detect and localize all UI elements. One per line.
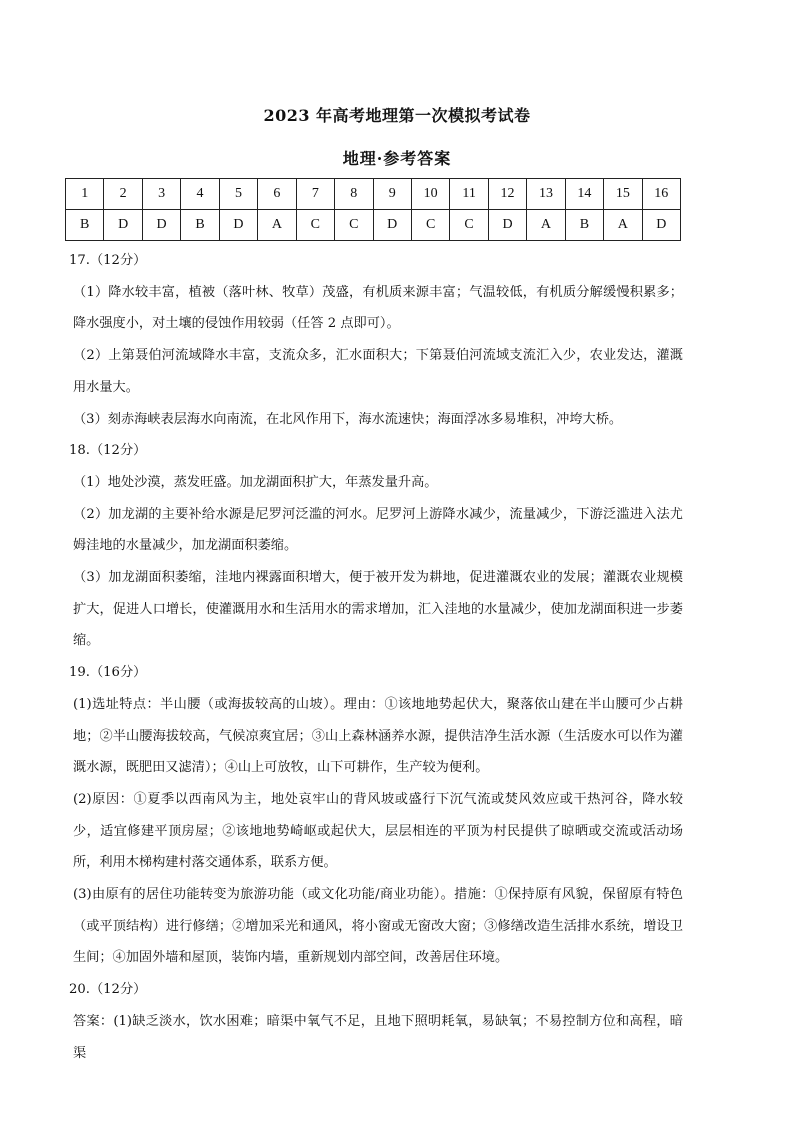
- question-number-cell: 6: [258, 179, 296, 210]
- question-number-cell: 16: [642, 179, 680, 210]
- answer-cell: A: [604, 210, 642, 241]
- question-number-cell: 2: [104, 179, 142, 210]
- answer-cell: B: [565, 210, 603, 241]
- question-number-cell: 9: [373, 179, 411, 210]
- question-20-heading: 20.（12分）: [69, 982, 147, 998]
- question-number-cell: 14: [565, 179, 603, 210]
- answer-cell: D: [142, 210, 180, 241]
- answer-cell: D: [219, 210, 257, 241]
- page-title: 2023 年高考地理第一次模拟考试卷: [263, 106, 531, 125]
- question-17-answer-3: （3）刻赤海峡表层海水向南流，在北风作用下，海水流速快；海面浮冰多易堆积，冲垮大桥。: [73, 411, 623, 427]
- answer-cell: B: [66, 210, 104, 241]
- answer-cell: B: [181, 210, 219, 241]
- question-number-row: [66, 179, 681, 210]
- question-18-answer-2: （2）加龙湖的主要补给水源是尼罗河泛滥的河水。尼罗河上游降水减少，流量减少，下游泛滥进入法尤姆洼地的水量减少，加龙湖面积萎缩。: [73, 506, 683, 554]
- answer-cell: A: [258, 210, 296, 241]
- answer-cell: D: [642, 210, 680, 241]
- question-number-cell: 11: [450, 179, 488, 210]
- question-17-heading: 17.（12分）: [69, 253, 147, 268]
- question-number-cell: 8: [335, 179, 373, 210]
- question-18-heading: 18.（12分）: [69, 443, 147, 459]
- question-number-cell: 13: [527, 179, 565, 210]
- question-19-answer-3: (3)由原有的居住功能转变为旅游功能（或文化功能/商业功能）。措施：①保持原有风貌，保留原有特色（或平顶结构）进行修缮；②增加采光和通风，将小窗或无窗改大窗；③修缮改造生活排水系统，增设卫生间；④加固外墙和屋顶，装饰内墙，重新规划内部空间，改善居住环境。: [73, 887, 683, 966]
- answer-cell: C: [296, 210, 334, 241]
- question-19-answer-2: (2)原因：①夏季以西南风为主，地处哀牢山的背风坡或盛行下沉气流或焚风效应或干热河谷，降水较少，适宜修建平顶房屋；②该地地势崎岖或起伏大，层层相连的平顶为村民提供了晾晒或交流或活动场所，利用木梯构建村落交通体系，联系方便。: [73, 791, 683, 871]
- question-19-heading: 19.（16分）: [69, 665, 147, 681]
- question-number-cell: 10: [411, 179, 449, 210]
- answer-cell: D: [488, 210, 526, 241]
- answer-cell: C: [335, 210, 373, 241]
- question-18-answer-1: （1）地处沙漠，蒸发旺盛。加龙湖面积扩大，年蒸发量升高。: [73, 474, 438, 490]
- question-number-cell: 4: [181, 179, 219, 210]
- answer-table: [65, 178, 681, 241]
- question-number-cell: 7: [296, 179, 334, 210]
- question-number-cell: 12: [488, 179, 526, 210]
- question-number-cell: 3: [142, 179, 180, 210]
- answer-cell: C: [411, 210, 449, 241]
- answer-cell: A: [527, 210, 565, 241]
- answer-cell: D: [373, 210, 411, 241]
- answer-content: [69, 245, 683, 1069]
- question-number-cell: 5: [219, 179, 257, 210]
- page-subtitle: 地理·参考答案: [342, 149, 452, 168]
- question-19-answer-1: (1)选址特点：半山腰（或海拔较高的山坡）。理由：①该地地势起伏大，聚落依山建在半山腰可少占耕地；②半山腰海拔较高，气候凉爽宜居；③山上森林涵养水源，提供洁净生活水源（生活废水可以作为灌溉水源，既肥田又滤清）；④山上可放牧，山下可耕作，生产较为便利。: [73, 696, 683, 776]
- question-18-answer-3: （3）加龙湖面积萎缩，洼地内裸露面积增大，便于被开发为耕地，促进灌溉农业的发展；灌溉农业规模扩大，促进人口增长，使灌溉用水和生活用水的需求增加，汇入洼地的水量减少，使加龙湖面积进一步萎缩。: [73, 570, 683, 649]
- answer-cell: D: [104, 210, 142, 241]
- question-17-answer-2: （2）上第聂伯河流域降水丰富，支流众多，汇水面积大；下第聂伯河流域支流汇入少，农业发达，灌溉用水量大。: [73, 348, 683, 395]
- question-17-answer-1: （1）降水较丰富，植被（落叶林、牧草）茂盛，有机质来源丰富；气温较低，有机质分解缓慢积累多；降水强度小，对土壤的侵蚀作用较弱（任答 2 点即可）。: [73, 284, 683, 332]
- answer-cell: C: [450, 210, 488, 241]
- answer-row: [66, 210, 681, 241]
- question-number-cell: 1: [66, 179, 104, 210]
- question-number-cell: 15: [604, 179, 642, 210]
- question-20-answer-1: 答案：(1)缺乏淡水，饮水困难；暗渠中氧气不足，且地下照明耗氧，易缺氧；不易控制方位和高程，暗渠: [73, 1013, 683, 1061]
